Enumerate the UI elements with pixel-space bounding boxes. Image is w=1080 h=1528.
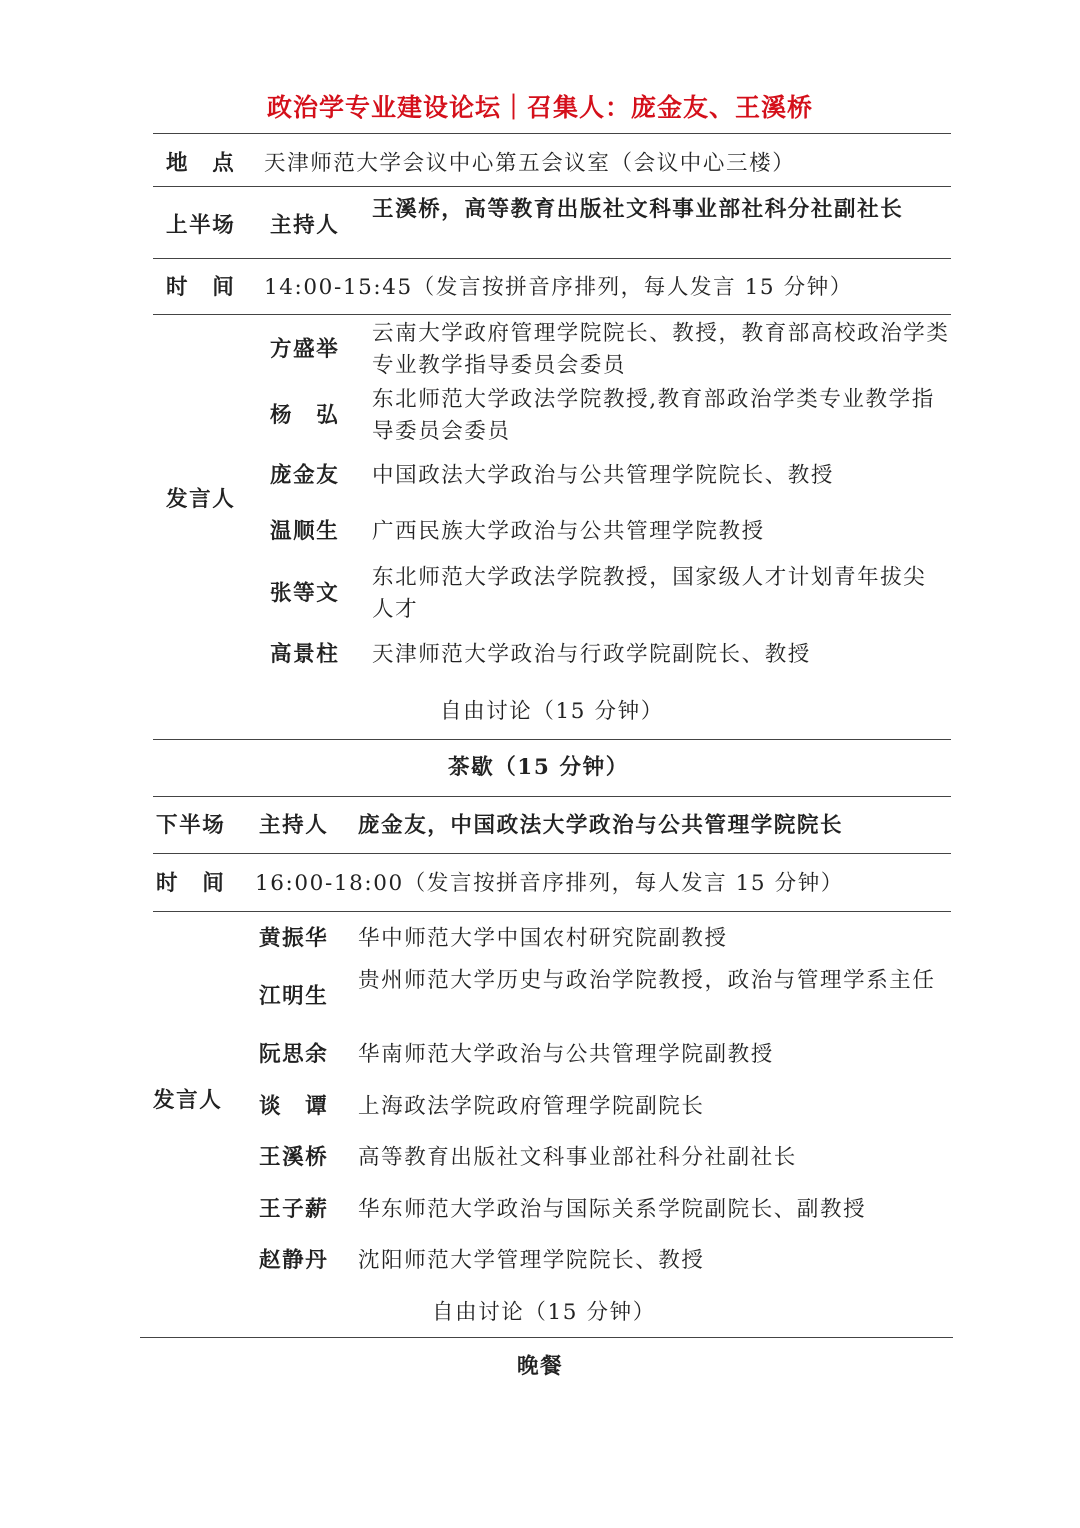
speaker-name: 温顺生 <box>270 519 340 544</box>
second-host-label: 主持人 <box>259 813 329 838</box>
speaker-desc: 贵州师范大学历史与政治学院教授，政治与管理学系主任 <box>358 968 936 993</box>
speaker-desc: 天津师范大学政治与行政学院副院长、教授 <box>372 642 811 667</box>
page-title: 政治学专业建设论坛｜召集人：庞金友、王溪桥 <box>266 93 813 122</box>
speaker-desc: 华中师范大学中国农村研究院副教授 <box>358 926 728 951</box>
speaker-name: 赵静丹 <box>259 1248 329 1273</box>
venue-label: 地 点 <box>166 151 236 176</box>
speaker-desc: 沈阳师范大学管理学院院长、教授 <box>358 1248 705 1273</box>
divider <box>153 258 951 259</box>
second-host-value: 庞金友，中国政法大学政治与公共管理学院院长 <box>358 813 844 838</box>
second-time-value: 16:00-18:00（发言按拼音序排列，每人发言 15 分钟） <box>255 871 844 896</box>
tea-break: 茶歇（15 分钟） <box>448 755 629 780</box>
divider <box>140 1337 953 1338</box>
venue-value: 天津师范大学会议中心第五会议室（会议中心三楼） <box>264 151 796 176</box>
speaker-desc: 广西民族大学政治与公共管理学院教授 <box>372 519 765 544</box>
speaker-desc: 中国政法大学政治与公共管理学院院长、教授 <box>372 463 835 488</box>
divider <box>153 186 951 187</box>
speaker-desc: 华南师范大学政治与公共管理学院副教授 <box>358 1042 774 1067</box>
first-speakers-label: 发言人 <box>166 487 236 512</box>
speaker-desc: 东北师范大学政法学院教授，国家级人才计划青年拔尖人才 <box>372 565 927 622</box>
first-session-label: 上半场 <box>166 213 236 238</box>
speaker-name: 庞金友 <box>270 463 340 488</box>
speaker-desc: 上海政法学院政府管理学院副院长 <box>358 1094 705 1119</box>
first-time-value: 14:00-15:45（发言按拼音序排列，每人发言 15 分钟） <box>264 275 853 300</box>
speaker-name: 王子薪 <box>259 1197 329 1222</box>
first-host-label: 主持人 <box>270 213 340 238</box>
speaker-desc: 东北师范大学政法学院教授,教育部政治学类专业教学指导委员会委员 <box>372 387 935 444</box>
divider <box>153 911 951 912</box>
speaker-desc: 华东师范大学政治与国际关系学院副院长、副教授 <box>358 1197 867 1222</box>
speaker-name: 张等文 <box>270 581 340 606</box>
speaker-name: 阮思余 <box>259 1042 329 1067</box>
divider <box>153 314 951 315</box>
speaker-desc: 高等教育出版社文科事业部社科分社副社长 <box>358 1145 797 1170</box>
speaker-name: 谈 谭 <box>259 1094 329 1119</box>
speaker-name: 黄振华 <box>259 926 329 951</box>
first-discussion: 自由讨论（15 分钟） <box>440 699 664 724</box>
dinner: 晚餐 <box>517 1354 564 1379</box>
first-host-value: 王溪桥，高等教育出版社文科事业部社科分社副社长 <box>372 197 904 222</box>
speaker-name: 杨 弘 <box>270 403 340 428</box>
speaker-name: 高景柱 <box>270 642 340 667</box>
second-discussion: 自由讨论（15 分钟） <box>432 1300 656 1325</box>
speaker-desc: 云南大学政府管理学院院长、教授，教育部高校政治学类专业教学指导委员会委员 <box>372 321 950 378</box>
divider <box>153 796 951 797</box>
divider <box>153 853 951 854</box>
speaker-name: 方盛举 <box>270 337 340 362</box>
speaker-name: 王溪桥 <box>259 1145 329 1170</box>
first-time-label: 时 间 <box>166 275 236 300</box>
speaker-name: 江明生 <box>259 984 329 1009</box>
divider <box>153 739 951 740</box>
second-session-label: 下半场 <box>156 813 226 838</box>
divider <box>153 133 951 134</box>
second-time-label: 时 间 <box>156 871 226 896</box>
second-speakers-label: 发言人 <box>153 1088 223 1113</box>
